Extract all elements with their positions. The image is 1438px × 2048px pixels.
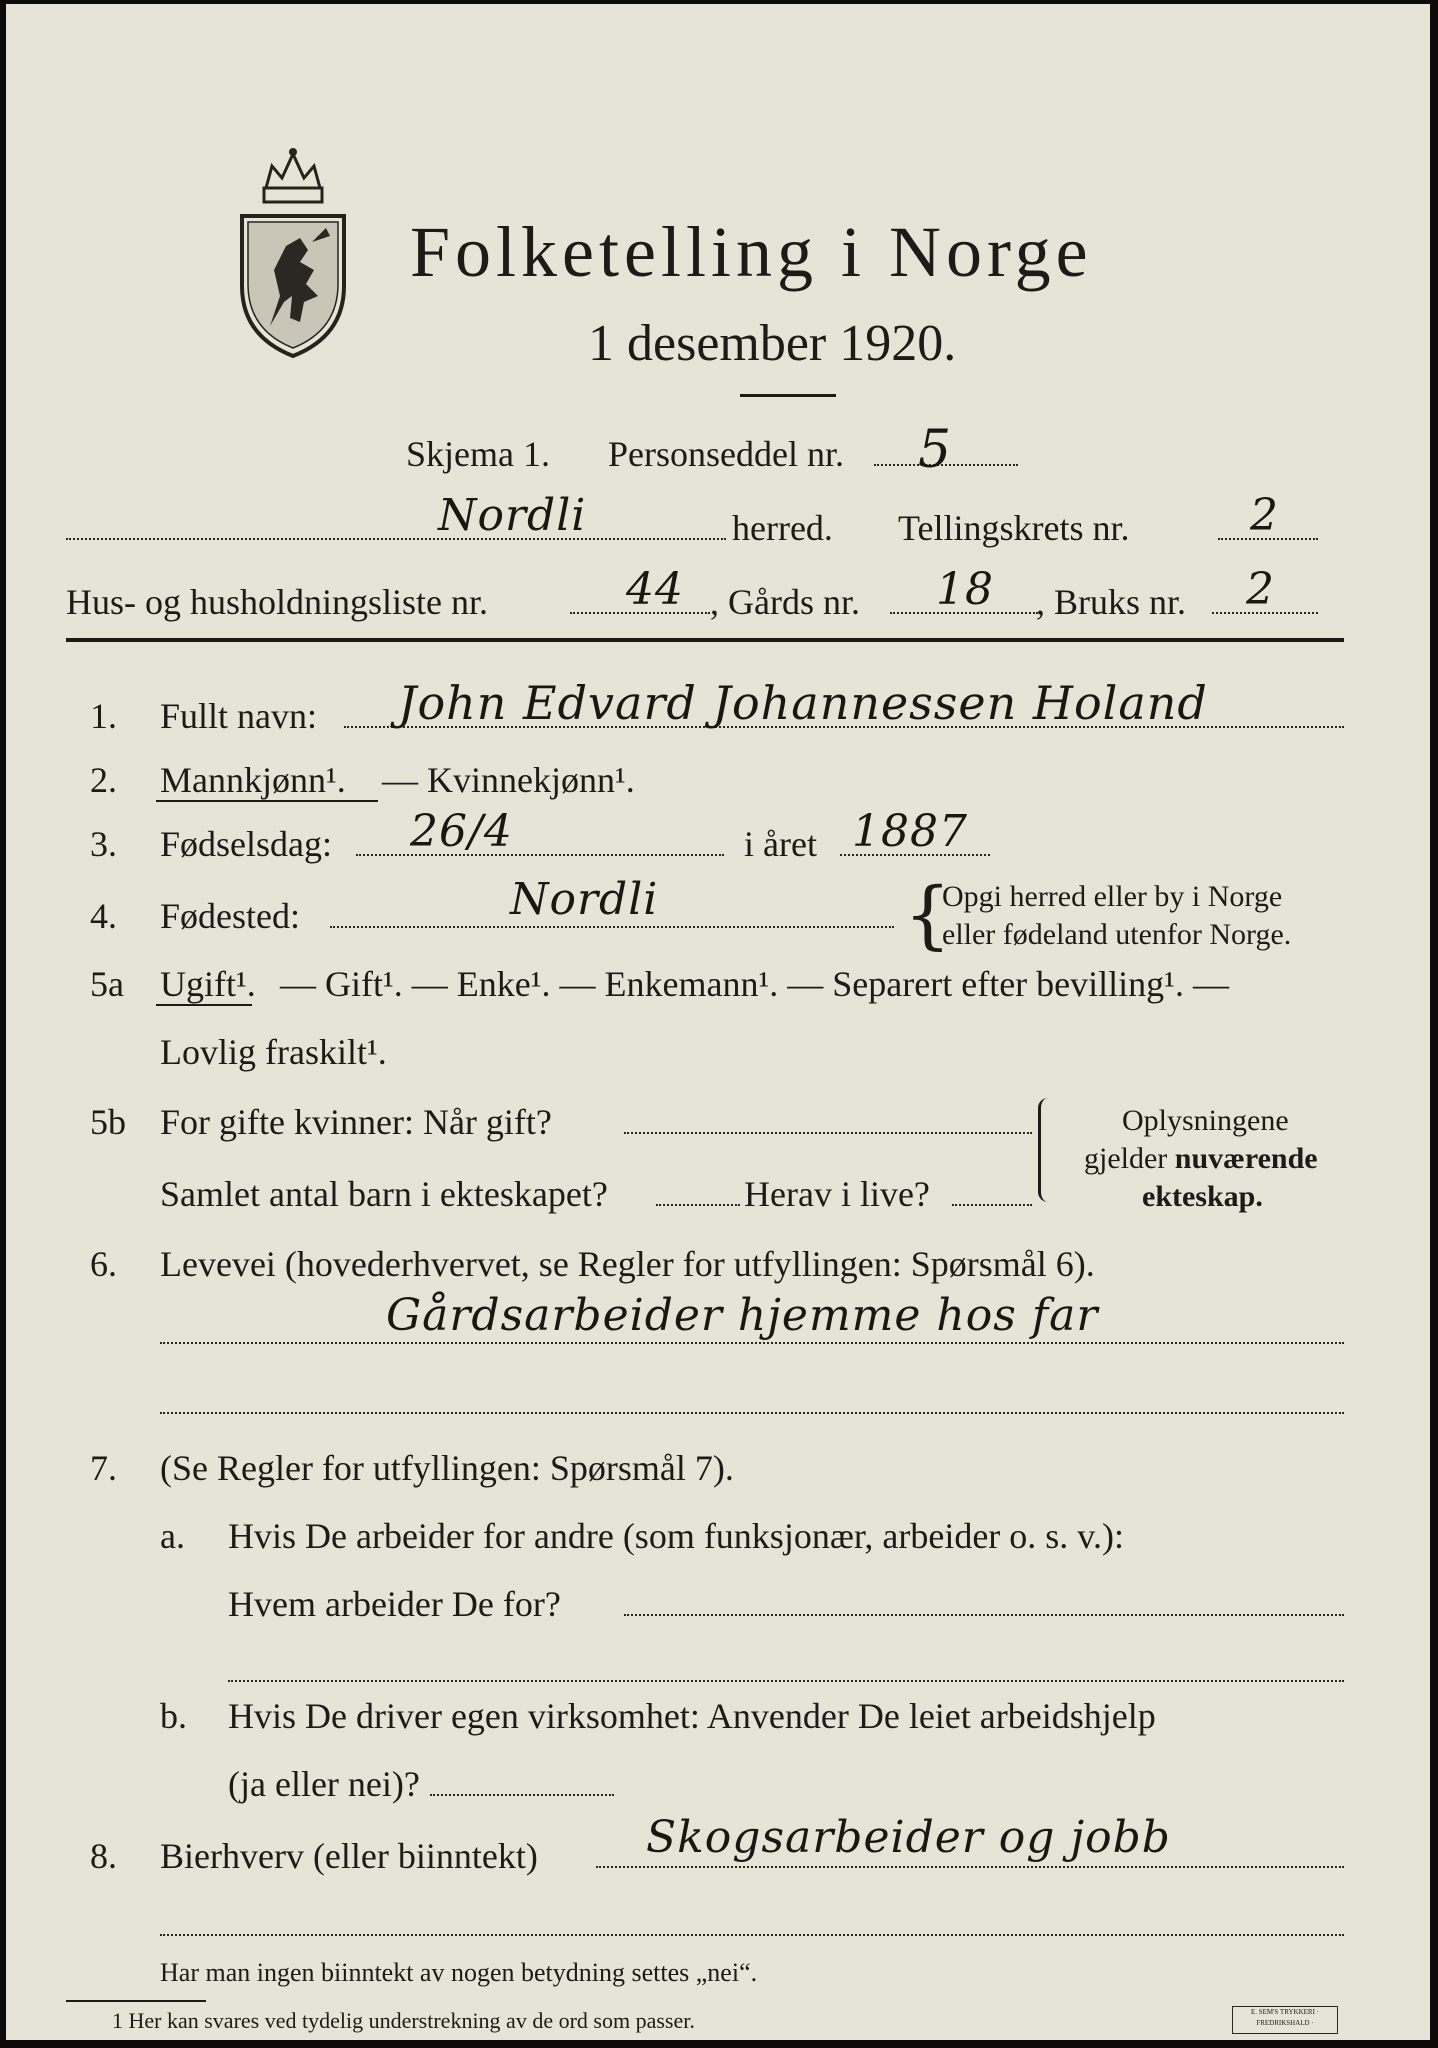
- q7a-who-line: [624, 1614, 1344, 1616]
- personseddel-label: Personseddel nr.: [608, 434, 844, 474]
- q3-year-value[interactable]: 1887: [852, 806, 968, 857]
- q4-number: 4.: [90, 896, 117, 936]
- q5b-note-line1: Oplysningene: [1122, 1104, 1289, 1137]
- husliste-value[interactable]: 44: [626, 564, 684, 615]
- q5b-label-gift: For gifte kvinner: Når gift?: [160, 1102, 552, 1142]
- printer-stamp: E. SEM'S TRYKKERI · FREDRIKSHALD ·: [1232, 2006, 1338, 2034]
- q5b-label-barn: Samlet antal barn i ekteskapet?: [160, 1174, 608, 1214]
- q6-label: Levevei (hovederhvervet, se Regler for utfyllingen: Spørsmål 6).: [160, 1244, 1095, 1284]
- husliste-label: Hus- og husholdningsliste nr.: [66, 582, 489, 622]
- census-form: [6, 4, 1430, 2040]
- q3-number: 3.: [90, 824, 117, 864]
- form-title: Folketelling i Norge: [410, 212, 1093, 292]
- q1-label: Fullt navn:: [160, 696, 318, 736]
- footnote-divider: [66, 2000, 206, 2002]
- bruks-label: , Bruks nr.: [1036, 582, 1187, 622]
- q4-note-line2: eller fødeland utenfor Norge.: [942, 918, 1292, 951]
- q8-label: Bierhverv (eller biinntekt): [160, 1836, 538, 1876]
- coat-of-arms-icon: [234, 146, 352, 362]
- gards-value[interactable]: 18: [936, 564, 994, 615]
- q2-option-mann[interactable]: Mannkjønn¹.: [160, 760, 346, 800]
- bruks-value[interactable]: 2: [1246, 564, 1275, 615]
- schema-label: Skjema 1.: [406, 434, 550, 474]
- title-divider: [740, 394, 836, 397]
- header-divider: [66, 638, 1344, 642]
- q7b-label-janei: (ja eller nei)?: [228, 1764, 420, 1804]
- q5b-note-line3: ekteskap.: [1142, 1180, 1263, 1213]
- q5b-gift-line: [624, 1132, 1032, 1134]
- q7b-letter: b.: [160, 1696, 187, 1736]
- q7-number: 7.: [90, 1448, 117, 1488]
- q5b-note-line2: gjelder nuværende: [1084, 1142, 1318, 1175]
- q4-note-line1: Opgi herred eller by i Norge: [942, 880, 1283, 913]
- herred-label: herred.: [732, 508, 833, 548]
- q8-extra-line: [160, 1934, 1344, 1936]
- q8-number: 8.: [90, 1836, 117, 1876]
- footnote: 1 Her kan svares ved tydelig understrekning av de ord som passer.: [112, 2008, 695, 2033]
- q7b-label: Hvis De driver egen virksomhet: Anvender De leiet arbeidshjelp: [228, 1696, 1156, 1736]
- q7a-letter: a.: [160, 1516, 185, 1556]
- gards-label: , Gårds nr.: [710, 582, 860, 622]
- herred-value[interactable]: Nordli: [438, 490, 587, 541]
- footer-note: Har man ingen biinntekt av nogen betydning settes „nei“.: [160, 1958, 758, 1987]
- personseddel-value[interactable]: 5: [918, 420, 953, 480]
- q5a-option-ugift[interactable]: Ugift¹.: [160, 964, 256, 1004]
- q5a-option-fraskilt[interactable]: Lovlig fraskilt¹.: [160, 1032, 387, 1072]
- q5b-barn-line: [656, 1204, 740, 1206]
- census-date: 1 desember 1920.: [588, 315, 957, 372]
- q6-value[interactable]: Gårdsarbeider hjemme hos far: [386, 1290, 1099, 1341]
- q1-number: 1.: [90, 696, 117, 736]
- q4-line: [330, 926, 894, 928]
- q5a-ugift-underline: [156, 1004, 252, 1006]
- q7-label: (Se Regler for utfyllingen: Spørsmål 7).: [160, 1448, 734, 1488]
- q6-line2: [160, 1412, 1344, 1414]
- q6-line1: [160, 1342, 1344, 1344]
- q4-note-brace: {: [904, 872, 952, 958]
- q7b-janei-line: [430, 1794, 614, 1796]
- q4-value[interactable]: Nordli: [510, 874, 659, 925]
- q2-option-kvinne[interactable]: — Kvinnekjønn¹.: [382, 760, 635, 800]
- q4-label: Fødested:: [160, 896, 300, 936]
- q5a-number: 5a: [90, 964, 124, 1004]
- q3-year-label: i året: [744, 824, 817, 864]
- q3-value[interactable]: 26/4: [410, 806, 513, 857]
- tellingskrets-label: Tellingskrets nr.: [898, 508, 1130, 548]
- q3-label: Fødselsdag:: [160, 824, 333, 864]
- q5b-note-bracket: [1038, 1098, 1053, 1202]
- q7a-label: Hvis De arbeider for andre (som funksjonær, arbeider o. s. v.):: [228, 1516, 1124, 1556]
- q8-line: [596, 1866, 1344, 1868]
- q7a-extra-line: [228, 1680, 1344, 1682]
- q5b-number: 5b: [90, 1102, 126, 1142]
- q5b-label-live: Herav i live?: [744, 1174, 930, 1214]
- herred-line: [66, 538, 726, 540]
- q2-mann-underline: [156, 800, 378, 802]
- q8-value[interactable]: Skogsarbeider og jobb: [646, 1812, 1171, 1863]
- tellingskrets-value[interactable]: 2: [1250, 490, 1279, 541]
- q1-value[interactable]: John Edvard Johannessen Holand: [398, 676, 1208, 730]
- q7a-label-who: Hvem arbeider De for?: [228, 1584, 561, 1624]
- q2-number: 2.: [90, 760, 117, 800]
- q5b-live-line: [952, 1204, 1032, 1206]
- q6-number: 6.: [90, 1244, 117, 1284]
- q5a-options[interactable]: — Gift¹. — Enke¹. — Enkemann¹. — Separert efter bevilling¹. —: [280, 964, 1229, 1004]
